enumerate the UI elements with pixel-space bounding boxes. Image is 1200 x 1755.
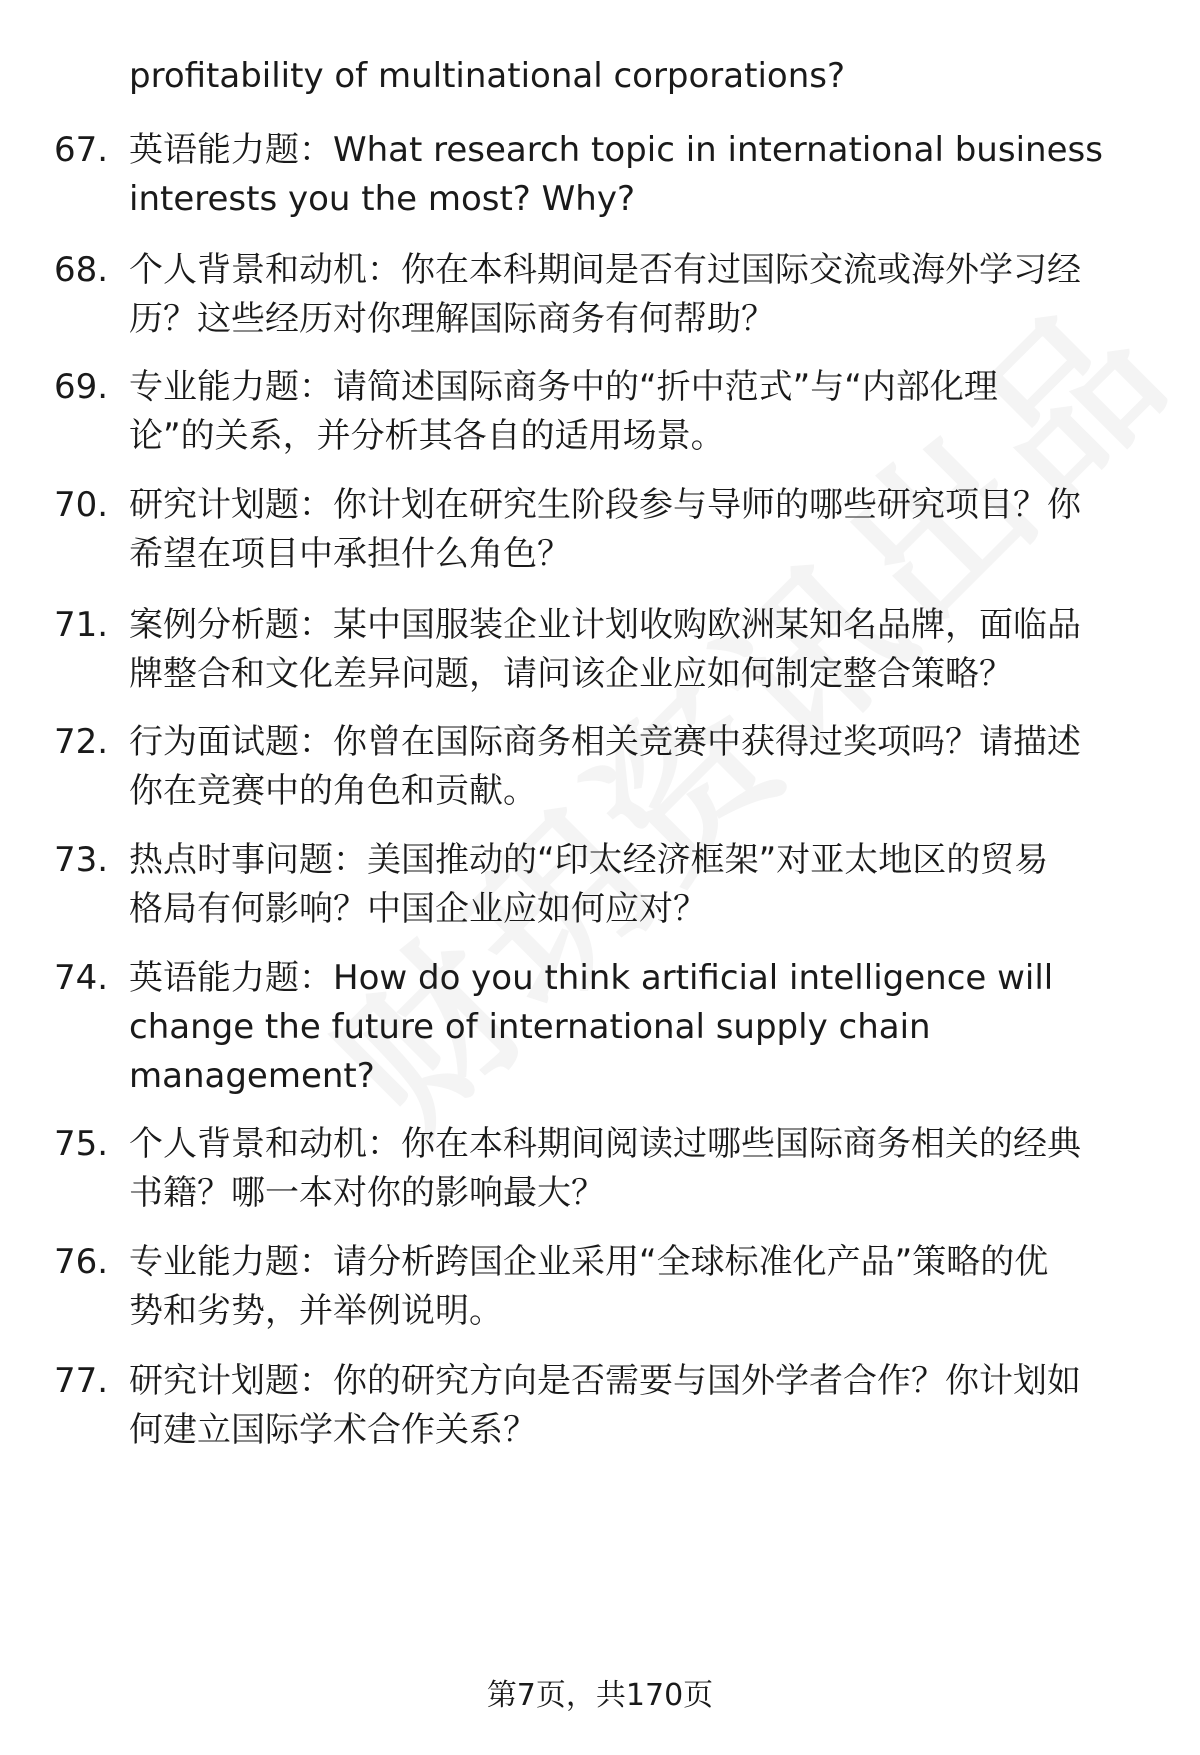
- question-number: 73.: [54, 840, 109, 880]
- question-text: 研究计划题：你的研究方向是否需要与国外学者合作？你计划如 何建立国际学术合作关系？: [129, 1361, 1081, 1450]
- question-text: 行为面试题：你曾在国际商务相关竞赛中获得过奖项吗？请描述 你在竞赛中的角色和贡献。: [129, 722, 1081, 811]
- question-text: 专业能力题：请分析跨国企业采用“全球标准化产品”策略的优 势和劣势，并举例说明。: [129, 1242, 1049, 1331]
- question-text: 英语能力题：What research topic in international business interests you the most? Why?: [129, 130, 1103, 219]
- page-footer: 第7页，共170页: [486, 1678, 714, 1713]
- question-number: 68.: [54, 250, 109, 290]
- question-number: 71.: [54, 605, 109, 645]
- question-text: 专业能力题：请简述国际商务中的“折中范式”与“内部化理 论”的关系，并分析其各自的适用场景。: [129, 367, 998, 456]
- question-number: 69.: [54, 367, 109, 407]
- question-number: 77.: [54, 1361, 109, 1401]
- question-number: 67.: [54, 130, 109, 170]
- question-text: 个人背景和动机：你在本科期间是否有过国际交流或海外学习经 历？这些经历对你理解国际商务有何帮助？: [129, 250, 1081, 339]
- question-text: 热点时事问题：美国推动的“印太经济框架”对亚太地区的贸易 格局有何影响？中国企业应如何应对？: [129, 840, 1049, 929]
- question-text: 研究计划题：你计划在研究生阶段参与导师的哪些研究项目？你 希望在项目中承担什么角色？: [129, 485, 1081, 574]
- question-text: 个人背景和动机：你在本科期间阅读过哪些国际商务相关的经典 书籍？哪一本对你的影响最大？: [129, 1124, 1081, 1213]
- question-number: 70.: [54, 485, 109, 525]
- continuation-text: profitability of multinational corporations?: [129, 56, 846, 96]
- question-text: 英语能力题：How do you think artificial intelligence will change the future of international supply chain management?: [129, 958, 1054, 1096]
- question-number: 72.: [54, 722, 109, 762]
- question-text: 案例分析题：某中国服装企业计划收购欧洲某知名品牌，面临品 牌整合和文化差异问题，请问该企业应如何制定整合策略？: [129, 605, 1081, 694]
- question-number: 74.: [54, 958, 109, 998]
- question-number: 76.: [54, 1242, 109, 1282]
- question-number: 75.: [54, 1124, 109, 1164]
